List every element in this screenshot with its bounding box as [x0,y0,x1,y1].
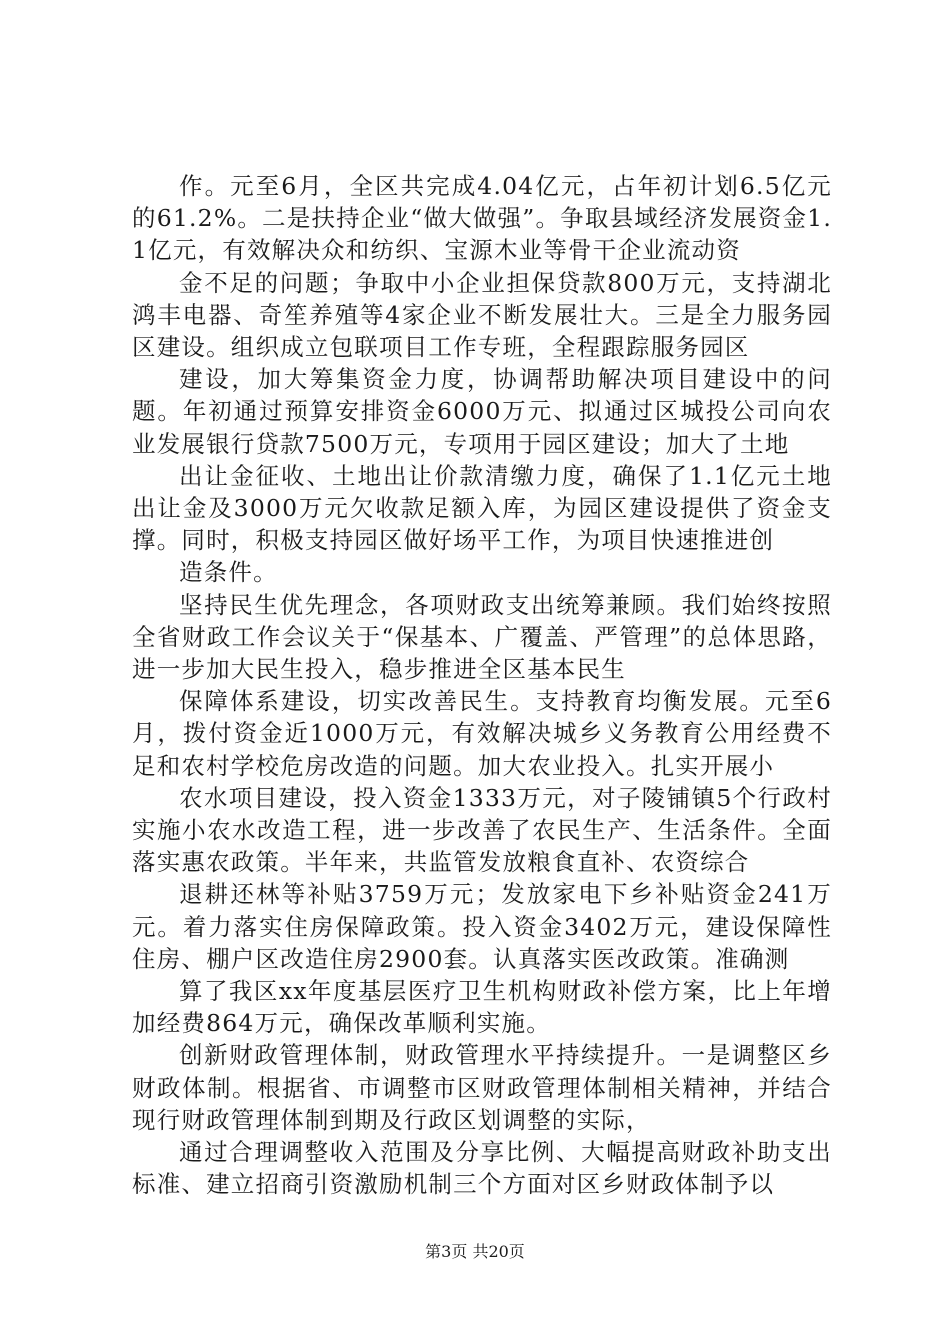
document-body [132,170,832,1201]
paragraph: 建设，加大筹集资金力度，协调帮助解决项目建设中的问题。年初通过预算安排资金6000万元、拟通过区城投公司向农业发展银行贷款7500万元，专项用于园区建设；加大了土地 [132,365,832,458]
paragraph: 退耕还林等补贴3759万元；发放家电下乡补贴资金241万元。着力落实住房保障政策。投入资金3402万元，建设保障性住房、棚户区改造住房2900套。认真落实医改政策。准确测 [132,880,832,973]
paragraph: 金不足的问题；争取中小企业担保贷款800万元，支持湖北鸿丰电器、奇笙养殖等4家企业不断发展壮大。三是全力服务园区建设。组织成立包联项目工作专班，全程跟踪服务园区 [132,268,832,362]
paragraph: 算了我区xx年度基层医疗卫生机构财政补偿方案，比上年增加经费864万元，确保改革顺利实施。 [132,977,832,1038]
page-number-footer: 第3页 共20页 [425,1242,525,1261]
paragraph: 通过合理调整收入范围及分享比例、大幅提高财政补助支出标准、建立招商引资激励机制三个方面对区乡财政体制予以 [132,1138,832,1199]
paragraph: 保障体系建设，切实改善民生。支持教育均衡发展。元至6月，拨付资金近1000万元，有效解决城乡义务教育公用经费不足和农村学校危房改造的问题。加大农业投入。扎实开展小 [132,687,832,780]
paragraph: 创新财政管理体制，财政管理水平持续提升。一是调整区乡财政体制。根据省、市调整市区财政管理体制相关精神，并结合现行财政管理体制到期及行政区划调整的实际， [132,1041,832,1134]
paragraph: 坚持民生优先理念，各项财政支出统筹兼顾。我们始终按照全省财政工作会议关于“保基本、广覆盖、严管理”的总体思路，进一步加大民生投入，稳步推进全区基本民生 [132,590,832,684]
paragraph: 造条件。 [179,558,278,587]
paragraph: 农水项目建设，投入资金1333万元，对子陵铺镇5个行政村实施小农水改造工程，进一步改善了农民生产、生活条件。全面落实惠农政策。半年来，共监管发放粮食直补、农资综合 [132,783,832,877]
paragraph: 作。元至6月，全区共完成4.04亿元，占年初计划6.5亿元的61.2%。二是扶持企业“做大做强”。争取县域经济发展资金1.1亿元，有效解决众和纺织、宝源木业等骨干企业流动资 [132,172,833,265]
paragraph: 出让金征收、土地出让价款清缴力度，确保了1.1亿元土地出让金及3000万元欠收款足额入库，为园区建设提供了资金支撑。同时，积极支持园区做好场平工作，为项目快速推进创 [132,461,832,555]
